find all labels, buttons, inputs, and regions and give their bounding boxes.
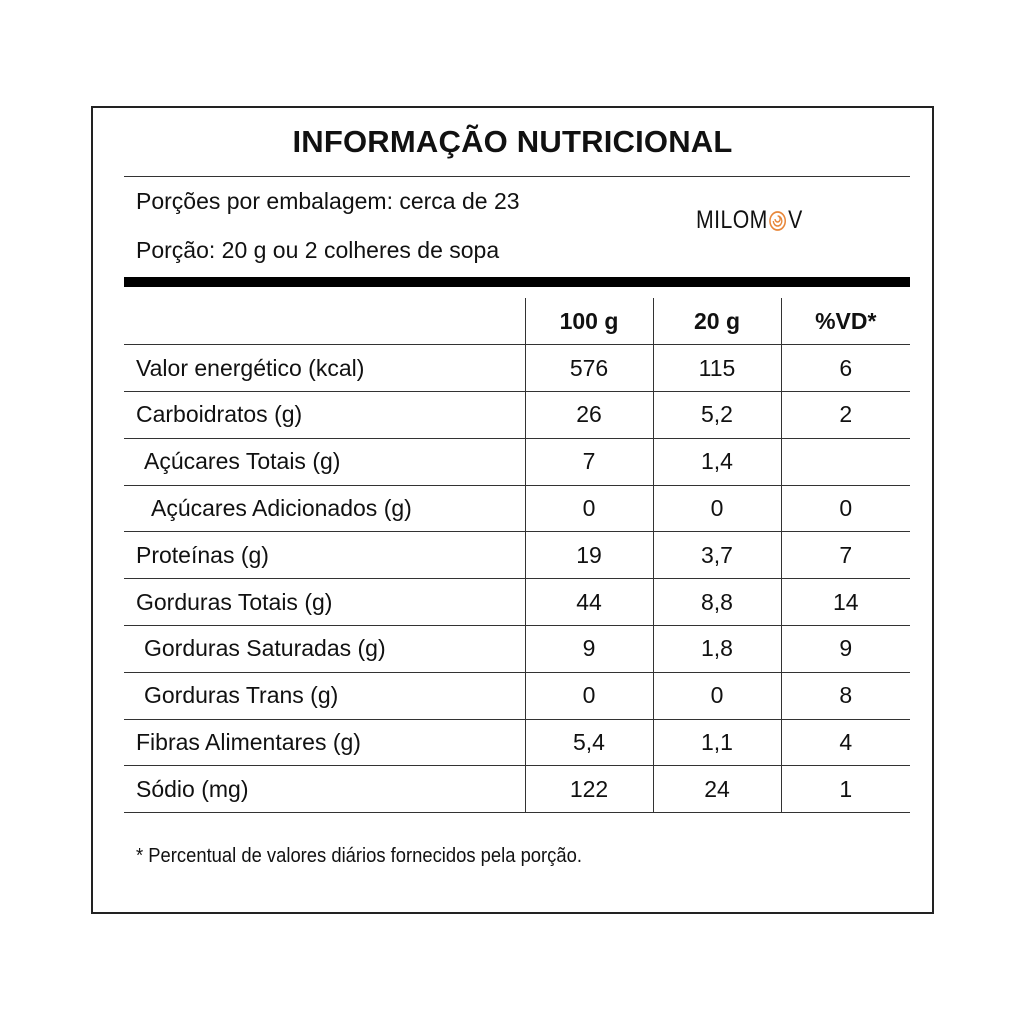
value-daily-percent — [781, 438, 910, 485]
value-per-100g: 9 — [525, 626, 653, 673]
nutrient-name: Gorduras Saturadas (g) — [124, 626, 525, 673]
table-row — [124, 345, 910, 392]
table-row — [124, 672, 910, 719]
table-row — [124, 392, 910, 439]
nutrition-label — [91, 106, 934, 914]
nutrient-name: Açúcares Adicionados (g) — [124, 485, 525, 532]
value-per-100g: 122 — [525, 766, 653, 813]
nutrient-name: Fibras Alimentares (g) — [124, 719, 525, 766]
table-row — [124, 719, 910, 766]
nutrient-name: Sódio (mg) — [124, 766, 525, 813]
value-per-100g: 5,4 — [525, 719, 653, 766]
value-daily-percent: 6 — [781, 345, 910, 392]
nutrient-name: Gorduras Trans (g) — [124, 672, 525, 719]
value-daily-percent: 1 — [781, 766, 910, 813]
servings-per-package: Porções por embalagem: cerca de 23 — [136, 188, 520, 214]
table-row — [124, 485, 910, 532]
nutrient-name: Proteínas (g) — [124, 532, 525, 579]
table-row — [124, 626, 910, 673]
table-row — [124, 579, 910, 626]
value-per-100g: 7 — [525, 438, 653, 485]
value-daily-percent: 7 — [781, 532, 910, 579]
value-per-100g: 19 — [525, 532, 653, 579]
nutrient-name: Açúcares Totais (g) — [124, 438, 525, 485]
serving-size: Porção: 20 g ou 2 colheres de sopa — [136, 237, 500, 263]
brand-suffix: V — [788, 206, 803, 234]
header-per-serving: 20 g — [653, 298, 781, 345]
table-header-row — [124, 298, 910, 345]
header-daily-value: %VD* — [781, 298, 910, 345]
value-daily-percent: 4 — [781, 719, 910, 766]
footnote: * Percentual de valores diários fornecidos pela porção. — [136, 845, 582, 867]
value-per-serving: 3,7 — [653, 532, 781, 579]
nutrient-name: Carboidratos (g) — [124, 392, 525, 439]
value-per-serving: 8,8 — [653, 579, 781, 626]
value-per-serving: 0 — [653, 672, 781, 719]
brand-logo — [696, 206, 803, 235]
thick-divider — [124, 277, 910, 287]
value-per-serving: 0 — [653, 485, 781, 532]
nutrient-name: Gorduras Totais (g) — [124, 579, 525, 626]
value-per-100g: 0 — [525, 485, 653, 532]
value-per-100g: 0 — [525, 672, 653, 719]
table-row — [124, 532, 910, 579]
header-nutrient — [124, 298, 525, 345]
brand-prefix: MILOM — [696, 206, 768, 234]
table-row — [124, 438, 910, 485]
value-per-serving: 24 — [653, 766, 781, 813]
value-daily-percent: 8 — [781, 672, 910, 719]
label-title: INFORMAÇÃO NUTRICIONAL — [292, 124, 733, 159]
value-per-100g: 576 — [525, 345, 653, 392]
nutrition-table — [124, 298, 910, 813]
title-divider — [124, 176, 910, 177]
nutrition-rows — [124, 345, 910, 813]
value-per-serving: 1,8 — [653, 626, 781, 673]
value-per-100g: 26 — [525, 392, 653, 439]
value-per-serving: 115 — [653, 345, 781, 392]
value-daily-percent: 9 — [781, 626, 910, 673]
value-per-serving: 5,2 — [653, 392, 781, 439]
table-row — [124, 766, 910, 813]
value-per-serving: 1,4 — [653, 438, 781, 485]
value-daily-percent: 0 — [781, 485, 910, 532]
value-per-100g: 44 — [525, 579, 653, 626]
nutrient-name: Valor energético (kcal) — [124, 345, 525, 392]
value-daily-percent: 14 — [781, 579, 910, 626]
value-daily-percent: 2 — [781, 392, 910, 439]
header-per-100g: 100 g — [525, 298, 653, 345]
value-per-serving: 1,1 — [653, 719, 781, 766]
spiral-o-icon — [769, 210, 788, 232]
